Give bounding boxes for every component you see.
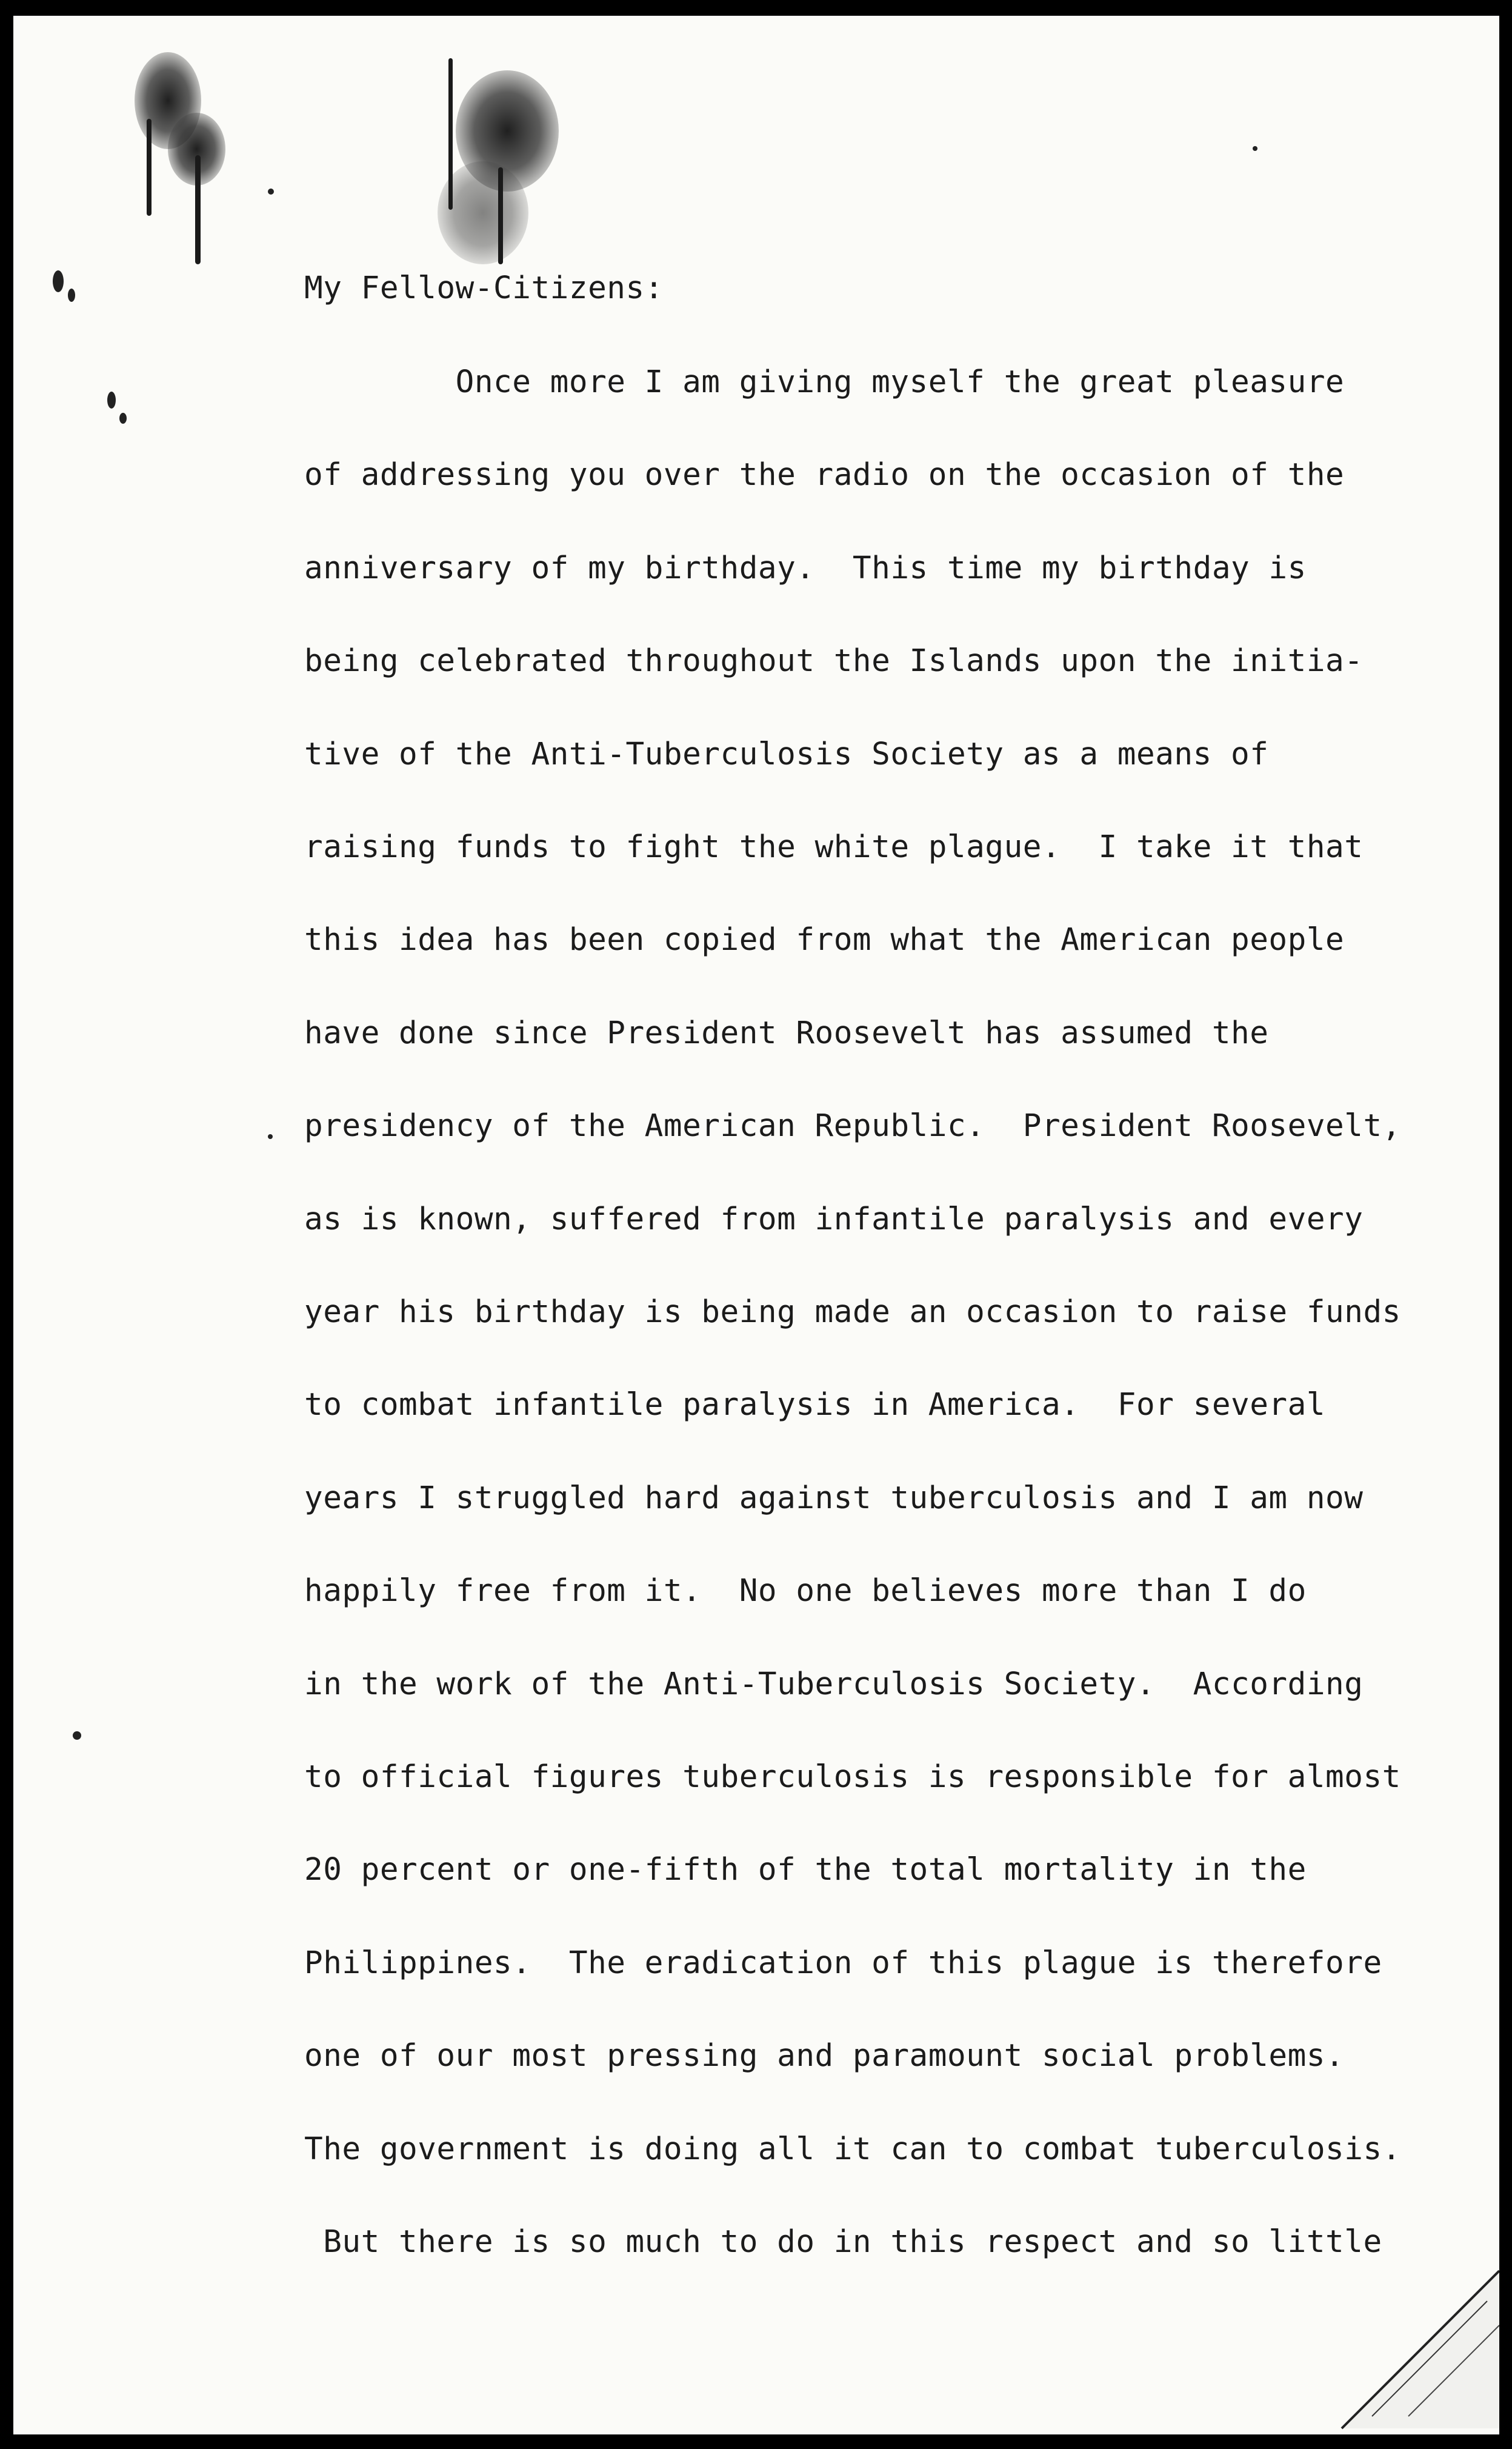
scan-speck <box>53 270 64 292</box>
text-line: to official figures tuberculosis is responsible for almost <box>304 1759 1401 1795</box>
text-line: 20 percent or one-fifth of the total mortality in the <box>304 1852 1307 1888</box>
text-line: of addressing you over the radio on the occasion of the <box>304 457 1345 493</box>
text-line: Once more I am giving myself the great pleasure <box>304 364 1345 400</box>
scan-speck <box>107 392 116 409</box>
typewritten-sheet <box>13 16 1499 2434</box>
text-line: have done since President Roosevelt has assumed the <box>304 1015 1269 1051</box>
text-line: in the work of the Anti-Tuberculosis Society. According <box>304 1666 1364 1702</box>
text-line: presidency of the American Republic. President Roosevelt, <box>304 1108 1401 1144</box>
text-line: tive of the Anti-Tuberculosis Society as a means of <box>304 736 1269 772</box>
corner-fold <box>1317 2253 1499 2434</box>
text-line: this idea has been copied from what the American people <box>304 922 1345 958</box>
text-line: happily free from it. No one believes more than I do <box>304 1573 1307 1609</box>
scan-speck <box>73 1731 81 1740</box>
text-line: being celebrated throughout the Islands upon the initia- <box>304 643 1364 680</box>
text-line: Philippines. The eradication of this plague is therefore <box>304 1945 1382 1981</box>
text-line: anniversary of my birthday. This time my birthday is <box>304 550 1307 586</box>
scan-speck <box>68 289 75 302</box>
ink-drip <box>498 167 503 264</box>
text-line: as is known, suffered from infantile paralysis and every <box>304 1201 1364 1237</box>
scan-speck <box>268 1134 273 1139</box>
text-line: to combat infantile paralysis in America. For several <box>304 1387 1326 1423</box>
text-line: raising funds to fight the white plague. I take it that <box>304 829 1364 865</box>
text-line: years I struggled hard against tuberculosis and I am now <box>304 1480 1364 1516</box>
ink-drip <box>147 119 152 216</box>
ink-drip <box>195 155 201 264</box>
scan-speck <box>268 189 274 195</box>
text-line: But there is so much to do in this respect and so little <box>304 2224 1382 2260</box>
scan-speck <box>1253 146 1257 151</box>
text-line: one of our most pressing and paramount social problems. <box>304 2038 1345 2074</box>
scan-speck <box>119 413 127 424</box>
salutation: My Fellow-Citizens: <box>304 270 664 306</box>
text-line: year his birthday is being made an occasion to raise funds <box>304 1294 1401 1330</box>
ink-drip <box>448 58 453 210</box>
text-line: The government is doing all it can to combat tuberculosis. <box>304 2131 1401 2167</box>
